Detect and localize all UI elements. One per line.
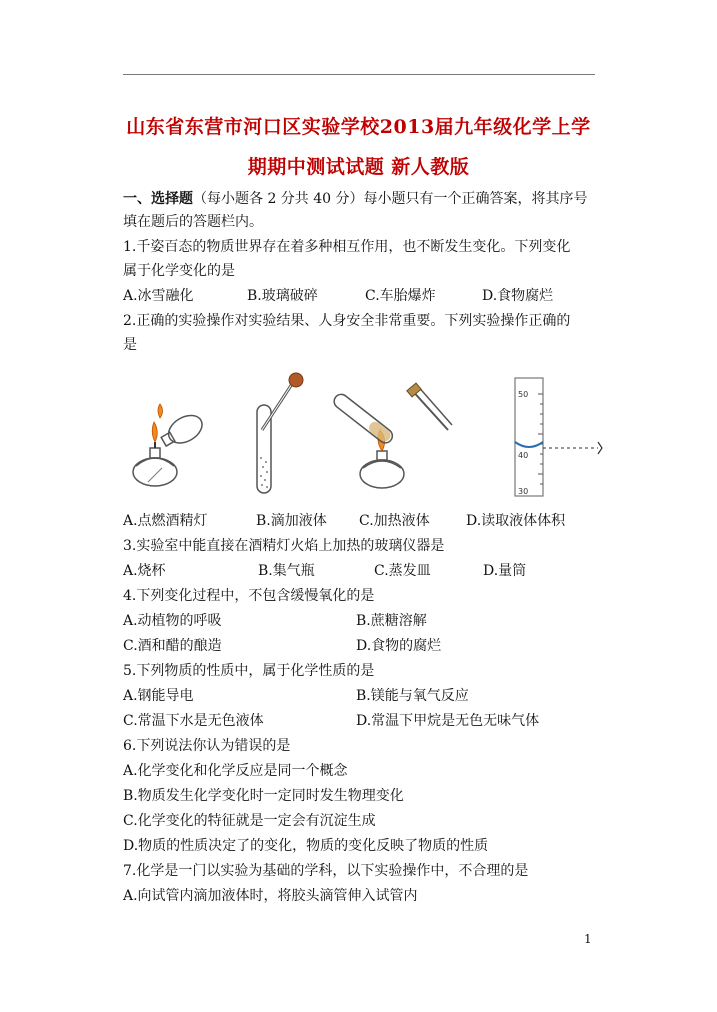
cylinder-tick-30: 30 <box>518 487 529 496</box>
q1-option-c: C.车胎爆炸 <box>365 288 436 304</box>
q6-option-c: C.化学变化的特征就是一定会有沉淀生成 <box>123 813 376 829</box>
header-rule <box>123 74 595 75</box>
q5-option-c: C.常温下水是无色液体 <box>123 713 264 729</box>
q3-option-a: A.烧杯 <box>123 563 166 579</box>
q4-option-a: A.动植物的呼吸 <box>123 613 222 629</box>
q1-option-a: A.冰雪融化 <box>123 288 194 304</box>
page-number: 1 <box>584 932 592 946</box>
title-line-1: 山东省东营市河口区实验学校2013届九年级化学上学 <box>126 116 591 138</box>
q3-stem: 3.实验室中能直接在酒精灯火焰上加热的玻璃仪器是 <box>123 538 445 554</box>
q4-option-d: D.食物的腐烂 <box>356 638 442 654</box>
q1-option-b: B.玻璃破碎 <box>247 288 318 304</box>
q2-apparatus-figures <box>120 370 610 500</box>
q6-option-d: D.物质的性质决定了的变化，物质的变化反映了物质的性质 <box>123 838 489 854</box>
q7-option-a: A.向试管内滴加液体时，将胶头滴管伸入试管内 <box>123 888 418 904</box>
q7-stem: 7.化学是一门以实验为基础的学科，以下实验操作中，不合理的是 <box>123 863 529 879</box>
figure-b-dropper <box>257 373 303 493</box>
q6-option-a: A.化学变化和化学反应是同一个概念 <box>123 763 348 779</box>
figure-a-lighting-lamp <box>133 404 207 486</box>
q3-option-d: D.量筒 <box>483 563 527 579</box>
q5-stem: 5.下列物质的性质中，属于化学性质的是 <box>123 663 375 679</box>
q3-option-c: C.蒸发皿 <box>374 563 431 579</box>
q2-option-d: D.读取液体体积 <box>466 513 566 529</box>
q1-stem-1: 1.千姿百态的物质世界存在着多种相互作用，也不断发生变化。下列变化 <box>123 239 571 255</box>
q2-option-c: C.加热液体 <box>359 513 430 529</box>
q1-option-d: D.食物腐烂 <box>482 288 554 304</box>
section-heading-line <box>123 190 588 208</box>
q5-option-b: B.镁能与氧气反应 <box>356 688 469 704</box>
q1-stem-2: 属于化学变化的是 <box>123 263 235 279</box>
cylinder-tick-50: 50 <box>518 390 529 399</box>
section-note: （每小题各 2 分共 40 分）每小题只有一个正确答案，将其序号 <box>193 191 588 207</box>
cylinder-tick-40: 40 <box>518 451 529 460</box>
q2-stem-2: 是 <box>123 337 137 353</box>
section-heading: 一、选择题 <box>123 191 193 207</box>
q6-stem: 6.下列说法你认为错误的是 <box>123 738 291 754</box>
figure-d-cylinder <box>515 378 602 496</box>
q3-option-b: B.集气瓶 <box>258 563 315 579</box>
q6-option-b: B.物质发生化学变化时一定同时发生物理变化 <box>123 788 404 804</box>
figure-c-heating <box>331 383 452 488</box>
q4-option-b: B.蔗糖溶解 <box>356 613 427 629</box>
q2-option-a: A.点燃酒精灯 <box>123 513 208 529</box>
q4-option-c: C.酒和醋的酿造 <box>123 638 222 654</box>
section-note-2: 填在题后的答题栏内。 <box>123 214 263 230</box>
q5-option-d: D.常温下甲烷是无色无味气体 <box>356 713 540 729</box>
q2-option-b: B.滴加液体 <box>256 513 327 529</box>
q5-option-a: A.钢能导电 <box>123 688 194 704</box>
q2-stem-1: 2.正确的实验操作对实验结果、人身安全非常重要。下列实验操作正确的 <box>123 313 571 329</box>
title-line-2: 期期中测试试题 新人教版 <box>247 156 470 178</box>
q4-stem: 4.下列变化过程中，不包含缓慢氧化的是 <box>123 588 375 604</box>
